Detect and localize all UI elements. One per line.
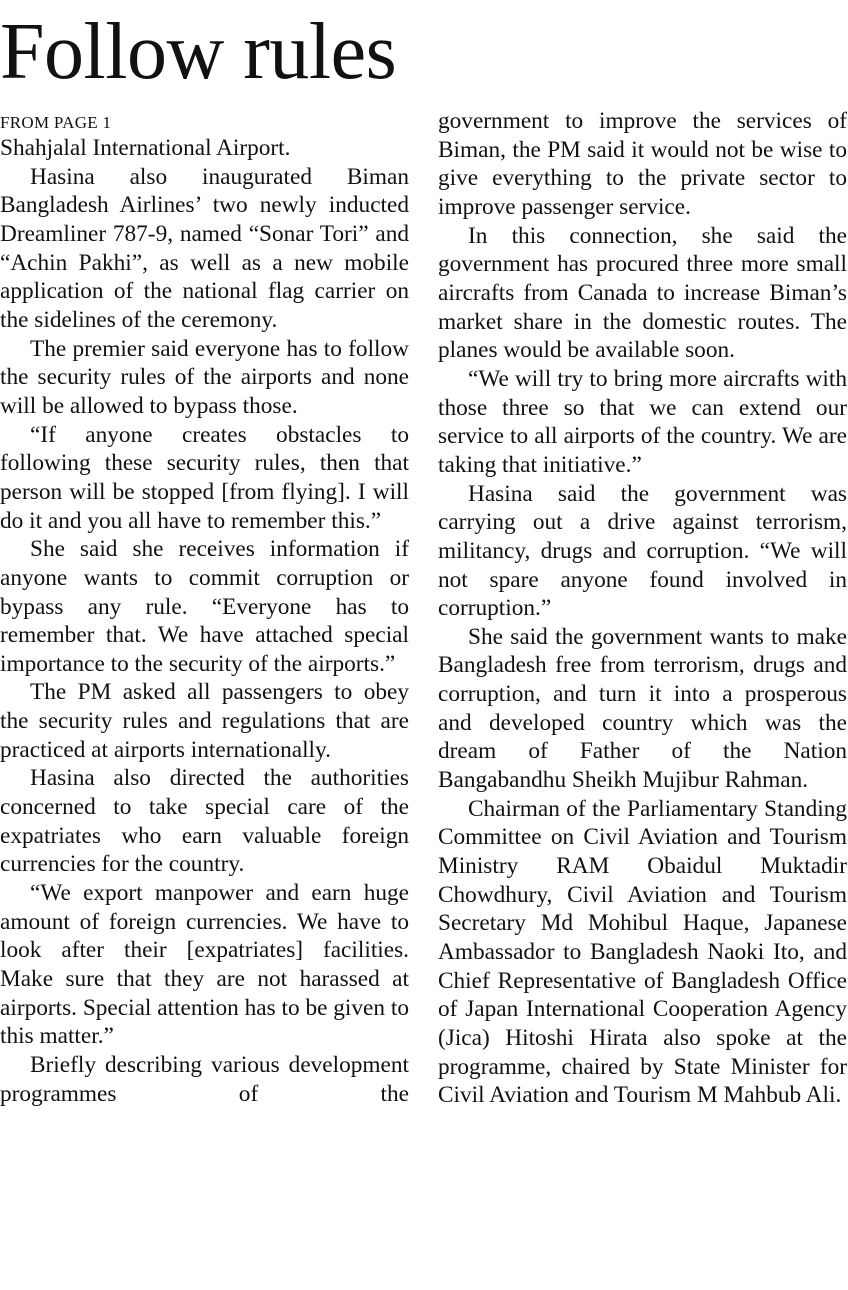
paragraph: She said she receives information if anyone wants to commit corruption or bypass any rule. “Everyone has to remember that. We have attached special importance to the security of the airports.” <box>0 536 409 677</box>
paragraph: “We will try to bring more aircrafts with those three so that we can extend our service to all airports of the country. We are taking that initiative.” <box>438 365 847 478</box>
paragraph: government to improve the services of Biman, the PM said it would not be wise to give everything to the private sector to improve passenger service. <box>438 108 847 220</box>
paragraph: Hasina also inaugurated Biman Bangladesh Airlines’ two newly inducted Dreamliner 787-9, named “Sonar Tori” and “Achin Pakhi”, as well as a new mobile application of the national flag carrier on the sidelines of the ceremony. <box>0 163 409 333</box>
paragraph: Chairman of the Parliamentary Standing Committee on Civil Aviation and Tourism Ministry RAM Obaidul Muktadir Chowdhury, Civil Aviation and Tourism Secretary Md Mohibul Haque, Japanese Ambassador to Bangladesh Naoki Ito, and Chief Representative of Bangladesh Office of Japan International Cooperation Agency (Jica) Hitoshi Hirata also spoke at the programme, chaired by State Minister for Civil Aviation and Tourism M Mahbub Ali. <box>438 795 847 1109</box>
paragraph: “If anyone creates obstacles to following these security rules, then that person will be stopped [from flying]. I will do it and you all have to remember this.” <box>0 421 409 534</box>
paragraph: Hasina said the government was carrying out a drive against terrorism, militancy, drugs and corruption. “We will not spare anyone found involved in corruption.” <box>438 480 847 622</box>
paragraph: In this connection, she said the government has procured three more small aircrafts from Canada to increase Biman’s market share in the domestic routes. The planes would be available soon. <box>438 222 847 364</box>
paragraph: Briefly describing various development programmes of the <box>0 1052 409 1107</box>
article-column-right <box>438 107 847 1110</box>
paragraph: The premier said everyone has to follow the security rules of the airports and none will be allowed to bypass those. <box>0 335 409 419</box>
paragraph: She said the government wants to make Bangladesh free from terrorism, drugs and corruption, and turn it into a prosperous and developed country which was the dream of Father of the Nation Bangabandhu Sheikh Mujibur Rahman. <box>438 623 847 794</box>
paragraph: The PM asked all passengers to obey the security rules and regulations that are practiced at airports internationally. <box>0 679 409 763</box>
article-column-left <box>0 112 409 1108</box>
continuation-kicker: FROM PAGE 1 <box>0 113 112 132</box>
paragraph: “We export manpower and earn huge amount of foreign currencies. We have to look after their [expatriates] facilities. Make sure that they are not harassed at airports. Special attention has to be given to this matter.” <box>0 880 409 1050</box>
paragraph: Hasina also directed the authorities concerned to take special care of the expatriates who earn valuable foreign currencies for the country. <box>0 765 409 878</box>
headline: Follow rules <box>0 8 397 96</box>
paragraph: Shahjalal International Airport. <box>0 135 291 161</box>
